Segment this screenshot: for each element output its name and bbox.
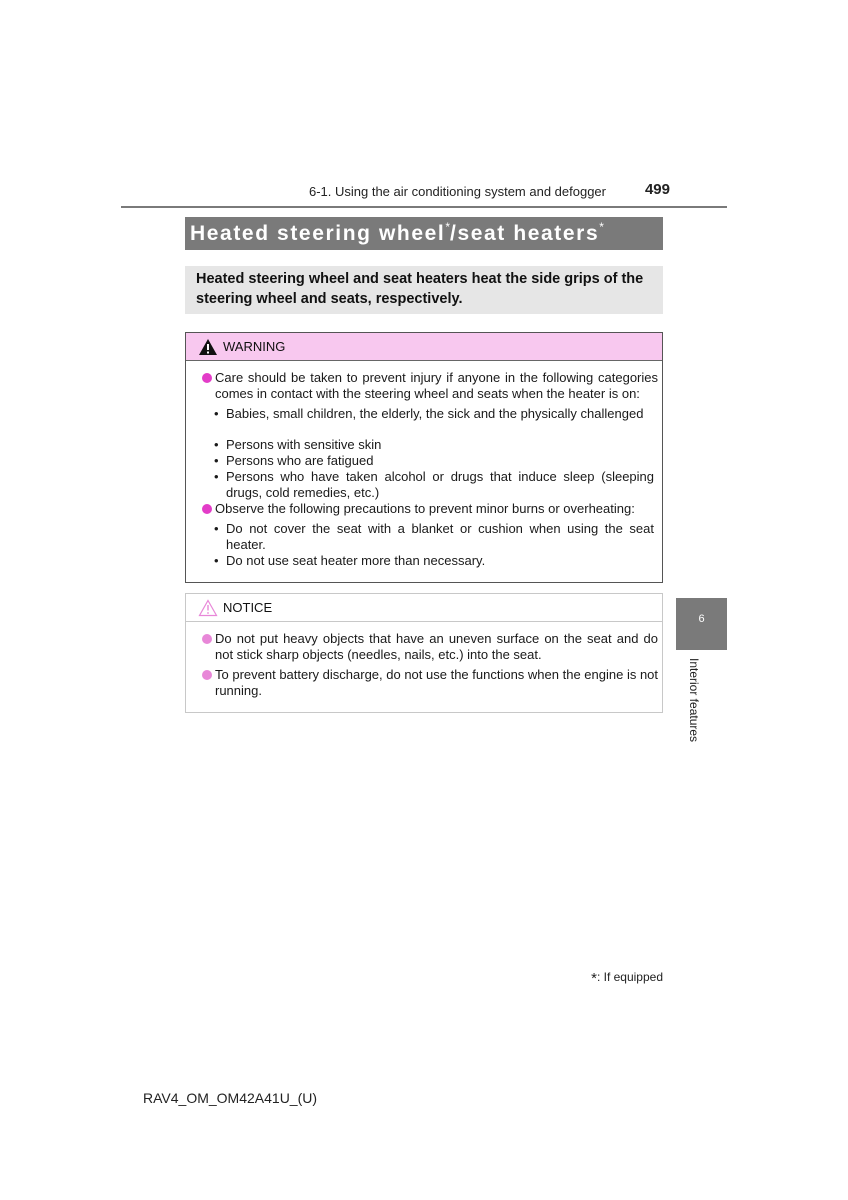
warning-subitem-text: Do not use seat heater more than necessary. bbox=[226, 553, 486, 568]
warning-subitem bbox=[214, 406, 654, 422]
footnote-star: * bbox=[591, 970, 597, 987]
warning-subitem-text: Do not cover the seat with a blanket or cushion when using the seat heater. bbox=[226, 521, 654, 552]
warning-box bbox=[185, 332, 663, 583]
bullet-dot-icon bbox=[202, 670, 212, 680]
warning-item-2 bbox=[202, 501, 658, 517]
bullet-mark-icon: • bbox=[214, 453, 219, 468]
warning-subitem-text: Persons with sensitive skin bbox=[226, 437, 382, 452]
warning-item-2-text: Observe the following precautions to prevent minor burns or overheating: bbox=[215, 501, 635, 516]
notice-item-2 bbox=[202, 667, 658, 699]
bullet-mark-icon: • bbox=[214, 469, 219, 484]
notice-item-1-text: Do not put heavy objects that have an uneven surface on the seat and do not stick sharp objects (needles, nails, etc.) into the seat. bbox=[215, 631, 658, 662]
warning-triangle-icon bbox=[198, 338, 218, 356]
notice-item-2-text: To prevent battery discharge, do not use the functions when the engine is not running. bbox=[215, 667, 659, 698]
warning-subitem-text: Persons who are fatigued bbox=[226, 453, 374, 468]
footnote bbox=[440, 970, 663, 987]
warning-subitem-text: Babies, small children, the elderly, the sick and the physically challenged bbox=[226, 406, 644, 421]
bullet-dot-icon bbox=[202, 634, 212, 644]
chapter-tab: 6 bbox=[676, 598, 727, 650]
title-star-2: * bbox=[599, 220, 604, 234]
warning-subitem bbox=[214, 553, 654, 569]
bullet-dot-icon bbox=[202, 504, 212, 514]
intro-summary: Heated steering wheel and seat heaters heat the side grips of the steering wheel and seats, respectively. bbox=[185, 266, 663, 314]
warning-label: WARNING bbox=[223, 339, 286, 354]
bullet-mark-icon: • bbox=[214, 406, 219, 421]
header-rule bbox=[121, 206, 727, 208]
notice-triangle-icon bbox=[198, 599, 218, 617]
warning-subitem bbox=[214, 453, 654, 469]
bullet-mark-icon: • bbox=[214, 553, 219, 568]
section-label: 6-1. Using the air conditioning system and defogger bbox=[308, 184, 606, 199]
notice-header bbox=[186, 594, 662, 622]
title-part-2: /seat heaters bbox=[450, 222, 600, 245]
warning-header bbox=[186, 333, 662, 361]
warning-item-1 bbox=[202, 370, 658, 402]
title-star-1: * bbox=[445, 220, 451, 234]
title-part-1: Heated steering wheel bbox=[190, 222, 446, 245]
warning-subitem bbox=[214, 437, 654, 453]
bullet-mark-icon: • bbox=[214, 521, 219, 536]
warning-subitem-text: Persons who have taken alcohol or drugs that induce sleep (sleeping drugs, cold remedies, etc.) bbox=[226, 469, 654, 500]
warning-subitem bbox=[214, 469, 654, 501]
notice-label: NOTICE bbox=[223, 600, 273, 615]
warning-subitem bbox=[214, 521, 654, 553]
page-number: 499 bbox=[644, 181, 670, 198]
footer-doc-code: RAV4_OM_OM42A41U_(U) bbox=[143, 1090, 318, 1106]
chapter-title: Interior features bbox=[687, 658, 701, 743]
page-title bbox=[185, 217, 663, 250]
bullet-mark-icon: • bbox=[214, 437, 219, 452]
notice-box bbox=[185, 593, 663, 713]
bullet-dot-icon bbox=[202, 373, 212, 383]
warning-item-1-text: Care should be taken to prevent injury if anyone in the following categories comes in contact with the steering wheel and seats when the heater is on: bbox=[215, 370, 658, 401]
footnote-text: : If equipped bbox=[596, 970, 663, 984]
notice-item-1 bbox=[202, 631, 658, 663]
